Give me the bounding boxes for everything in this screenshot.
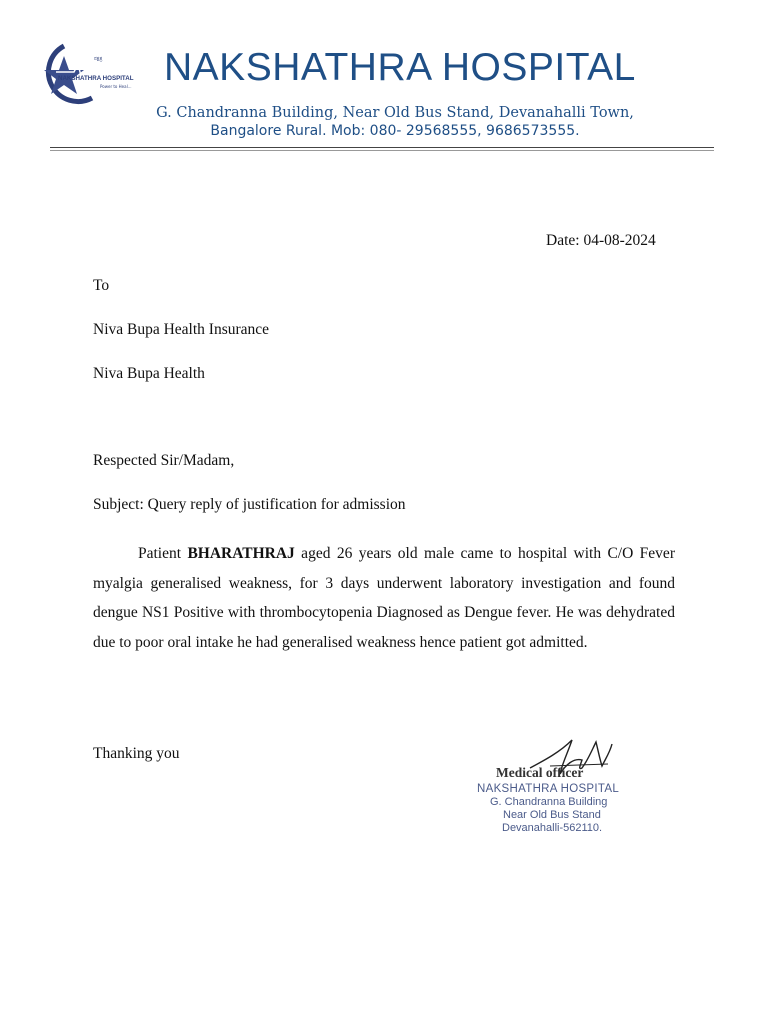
address-line-2: Bangalore Rural. Mob: 080- 29568555, 9686573555.	[210, 123, 580, 139]
recipient-line-2: Niva Bupa Health	[93, 365, 205, 382]
subject-line: Subject: Query reply of justification for admission	[93, 496, 406, 513]
recipient-line-1: Niva Bupa Health Insurance	[93, 321, 270, 338]
body-prefix: Patient	[138, 545, 188, 562]
hospital-logo	[34, 42, 146, 106]
header-divider-thin	[50, 150, 714, 151]
salutation: Respected Sir/Madam,	[93, 452, 235, 469]
body-text: aged 26 years old male came to hospital with C/O Fever myalgia generalised weakness, for 3 days underwent laboratory investigation and found dengue NS1 Positive with thrombocytopenia Diagnosed as Dengue fever. He was dehydrated due to poor oral intake he had generalised weakness hence patient got admitted.	[93, 545, 675, 651]
stamp-address-line-3: Devanahalli-562110.	[502, 822, 603, 834]
stamp-address-line-1: G. Chandranna Building	[490, 796, 608, 808]
header-divider	[50, 147, 714, 148]
logo-text: NAKSHATHRA HOSPITAL	[58, 75, 134, 82]
hospital-address	[110, 104, 680, 140]
address-line-1: G. Chandranna Building, Near Old Bus Stand, Devanahalli Town,	[156, 105, 634, 121]
stamp-hospital-name: NAKSHATHRA HOSPITAL	[477, 783, 620, 795]
stamp-title: Medical officer	[496, 765, 584, 780]
svg-text:Power to Heal...: Power to Heal...	[100, 84, 132, 89]
svg-text:ನಕ್ಷತ್ರ: ನಕ್ಷತ್ರ	[94, 56, 103, 62]
to-label: To	[93, 277, 110, 294]
hospital-name: NAKSHATHRA HOSPITAL	[164, 46, 636, 89]
letter-body	[93, 539, 675, 657]
patient-name: BHARATHRAJ	[187, 545, 295, 562]
letter-date: Date: 04-08-2024	[546, 232, 656, 249]
stamp-address-line-2: Near Old Bus Stand	[503, 809, 601, 821]
closing: Thanking you	[93, 745, 180, 762]
